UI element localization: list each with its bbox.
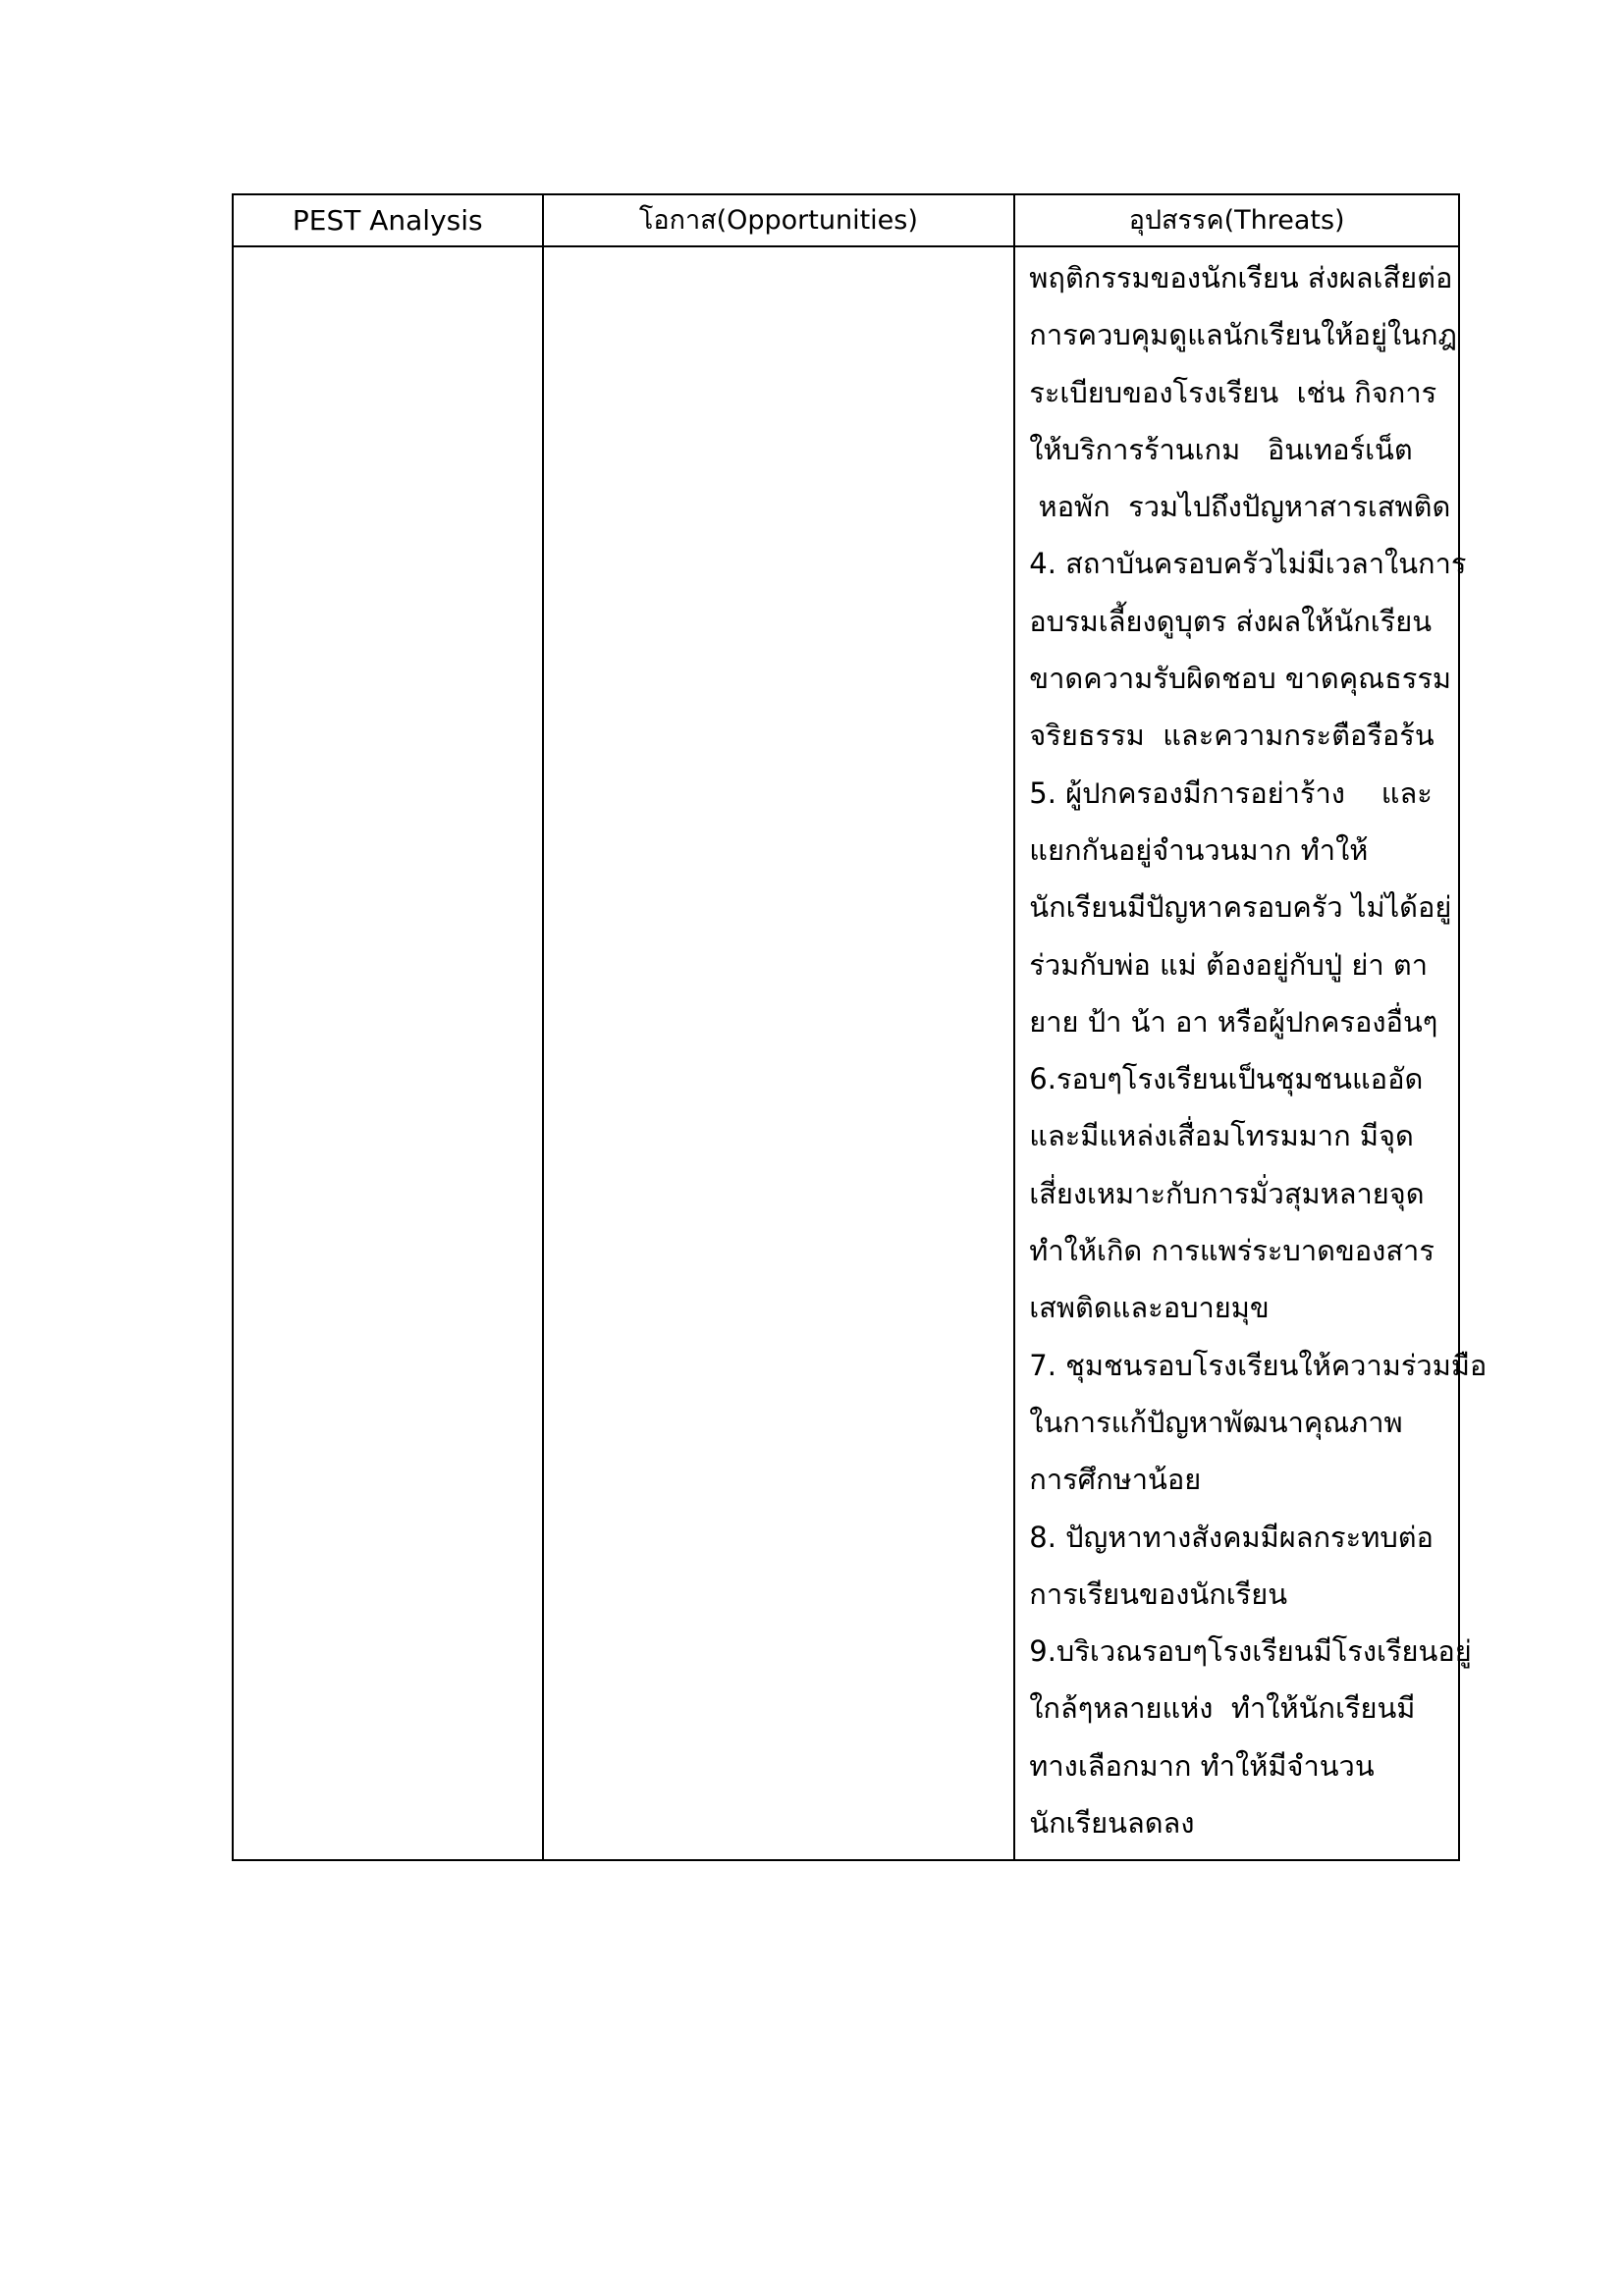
threat-line: อบรมเลี้ยงดูบุตร ส่งผลให้นักเรียน bbox=[1029, 604, 1433, 638]
threat-line: นักเรียนลดลง bbox=[1029, 1806, 1195, 1841]
pest-analysis-table bbox=[232, 193, 1488, 1861]
threat-line: ใกล้ๆหลายแห่ง ทำให้นักเรียนมี bbox=[1029, 1691, 1416, 1726]
cell-opportunities bbox=[543, 246, 1015, 1860]
threat-line: ในการแก้ปัญหาพัฒนาคุณภาพ bbox=[1029, 1405, 1403, 1439]
threat-line: การศึกษาน้อย bbox=[1029, 1463, 1202, 1497]
threat-line: ทางเลือกมาก ทำให้มีจำนวน bbox=[1029, 1748, 1375, 1783]
threat-line: ร่วมกับพ่อ แม่ ต้องอยู่กับปู่ ย่า ตา bbox=[1029, 947, 1429, 982]
table-row bbox=[233, 246, 1459, 1860]
cell-threats bbox=[1014, 246, 1488, 1860]
threat-line: 8. ปัญหาทางสังคมมีผลกระทบต่อ bbox=[1029, 1520, 1434, 1554]
threat-line: 5. ผู้ปกครองมีการอย่าร้าง และ bbox=[1029, 775, 1433, 810]
threat-line: แยกกันอยู่จำนวนมาก ทำให้ bbox=[1029, 832, 1369, 867]
threat-line: และมีแหล่งเสื่อมโทรมมาก มีจุด bbox=[1029, 1119, 1414, 1153]
threat-line: นักเรียนมีปัญหาครอบครัว ไม่ได้อยู่ bbox=[1029, 890, 1452, 925]
threat-line: 6.รอบๆโรงเรียนเป็นชุมชนแออัด bbox=[1029, 1062, 1424, 1096]
threat-line: การเรียนของนักเรียน bbox=[1029, 1576, 1288, 1611]
header-pest-analysis: PEST Analysis bbox=[233, 194, 543, 246]
threat-line: เสพติดและอบายมุข bbox=[1029, 1291, 1270, 1325]
table-header-row bbox=[233, 194, 1459, 246]
threat-line: ระเบียบของโรงเรียน เช่น กิจการ bbox=[1029, 375, 1437, 409]
threat-line: 4. สถาบันครอบครัวไม่มีเวลาในการ bbox=[1029, 547, 1467, 581]
threat-line: ขาดความรับผิดชอบ ขาดคุณธรรม bbox=[1029, 662, 1452, 696]
threat-line: การควบคุมดูแลนักเรียนให้อยู่ในกฎ bbox=[1029, 318, 1457, 352]
header-opportunities: โอกาส(Opportunities) bbox=[543, 194, 1015, 246]
header-threats: อุปสรรค(Threats) bbox=[1014, 194, 1459, 246]
threats-text-block bbox=[1015, 247, 1488, 1851]
threat-line: 7. ชุมชนรอบโรงเรียนให้ความร่วมมือ bbox=[1029, 1348, 1488, 1382]
threat-line: ทำให้เกิด การแพร่ระบาดของสาร bbox=[1029, 1234, 1435, 1268]
cell-pest-analysis bbox=[233, 246, 543, 1860]
threat-line: ยาย ป้า น้า อา หรือผู้ปกครองอื่นๆ bbox=[1029, 1004, 1438, 1039]
threat-line: จริยธรรม และความกระตือรือร้น bbox=[1029, 719, 1435, 753]
threat-line: เสี่ยงเหมาะกับการมั่วสุมหลายจุด bbox=[1029, 1176, 1425, 1210]
threat-line: พฤติกรรมของนักเรียน ส่งผลเสียต่อ bbox=[1029, 261, 1453, 294]
threat-line: หอพัก รวมไปถึงปัญหาสารเสพติด bbox=[1029, 490, 1451, 524]
threat-line: 9.บริเวณรอบๆโรงเรียนมีโรงเรียนอยู่ bbox=[1029, 1634, 1472, 1669]
threat-line: ให้บริการร้านเกม อินเทอร์เน็ต bbox=[1029, 432, 1413, 466]
